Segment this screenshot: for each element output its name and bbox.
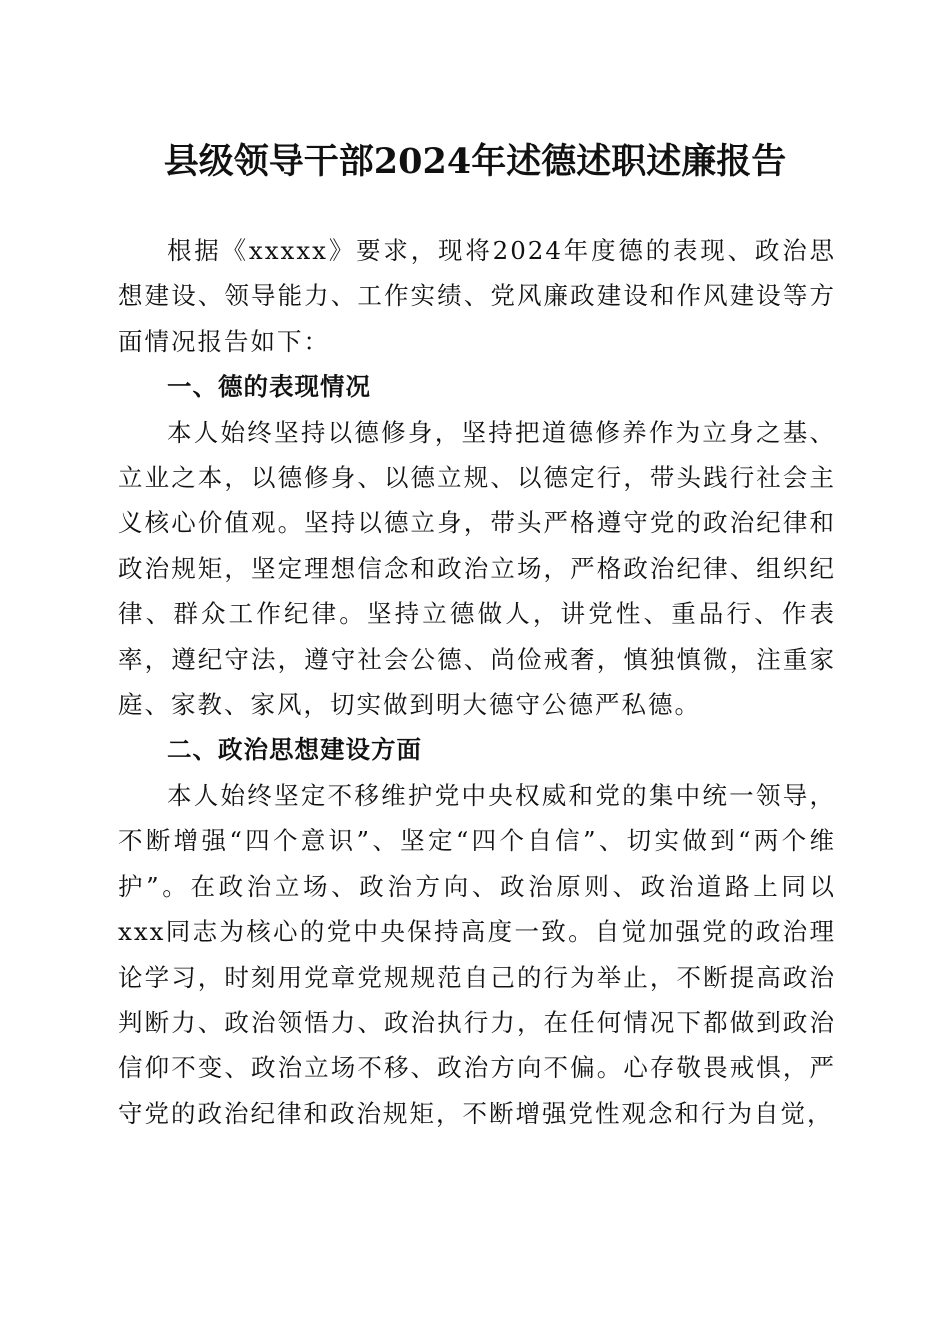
document-title: 县级领导干部2024年述德述职述廉报告: [163, 141, 787, 182]
document-body: [118, 228, 836, 1136]
section-paragraph-2: 本人始终坚定不移维护党中央权威和党的集中统一领导，不断增强“四个意识”、坚定“四个自信”、切实做到“两个维护”。在政治立场、政治方向、政治原则、政治道路上同以xxx同志为核心的党中央保持高度一致。自觉加强党的政治理论学习，时刻用党章党规规范自己的行为举止，不断提高政治判断力、政治领悟力、政治执行力，在任何情况下都做到政治信仰不变、政治立场不移、政治方向不偏。心存敬畏戒惧，严守党的政治纪律和政治规矩，不断增强党性观念和行为自觉，: [118, 780, 836, 1128]
section-heading-1: 一、德的表现情况: [167, 372, 371, 402]
section-paragraph-1: 本人始终坚持以德修身，坚持把道德修养作为立身之基、立业之本，以德修身、以德立规、以德定行，带头践行社会主义核心价值观。坚持以德立身，带头严格遵守党的政治纪律和政治规矩，坚定理想信念和政治立场，严格政治纪律、组织纪律、群众工作纪律。坚持立德做人，讲党性、重品行、作表率，遵纪守法，遵守社会公德、尚俭戒奢，慎独慎微，注重家庭、家教、家风，切实做到明大德守公德严私德。: [118, 417, 836, 720]
intro-paragraph: 根据《xxxxx》要求，现将2024年度德的表现、政治思想建设、领导能力、工作实绩、党风廉政建设和作风建设等方面情况报告如下：: [118, 236, 836, 356]
section-heading-2: 二、政治思想建设方面: [167, 735, 422, 765]
